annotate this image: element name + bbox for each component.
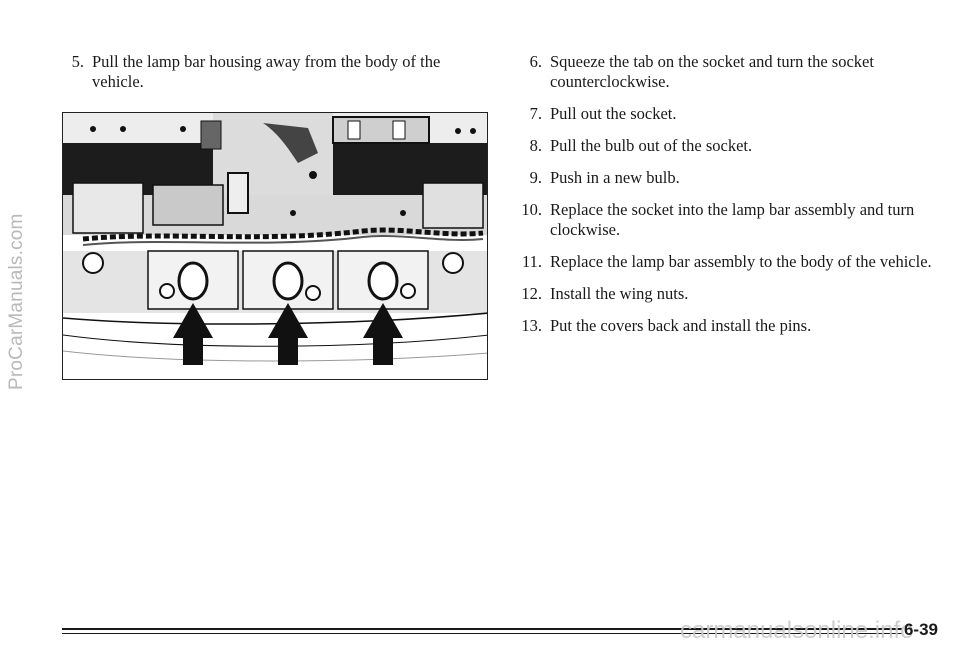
page-number: 6-39 xyxy=(903,620,938,639)
step-text: Replace the socket into the lamp bar assembly and turn clockwise. xyxy=(550,200,915,239)
step-6 xyxy=(520,52,940,92)
step-text: Pull the bulb out of the socket. xyxy=(550,136,753,155)
step-number: 5. xyxy=(71,52,84,71)
step-number: 7. xyxy=(529,104,542,123)
bottom-watermark: carmanualsonline.info xyxy=(680,617,914,644)
step-text: Put the covers back and install the pins. xyxy=(550,316,812,335)
step-text: Install the wing nuts. xyxy=(550,284,689,303)
step-number: 10. xyxy=(521,200,542,219)
step-10 xyxy=(520,200,940,240)
step-number: 9. xyxy=(529,168,542,187)
step-13 xyxy=(520,316,940,336)
step-9 xyxy=(520,168,940,188)
step-7 xyxy=(520,104,940,124)
step-text: Replace the lamp bar assembly to the body of the vehicle. xyxy=(550,252,932,271)
lamp-bar-drawing xyxy=(63,113,488,380)
lamp-bar-illustration xyxy=(62,112,488,380)
step-12 xyxy=(520,284,940,304)
right-column xyxy=(520,52,940,348)
step-text: Pull the lamp bar housing away from the body of the vehicle. xyxy=(92,52,441,91)
step-text: Push in a new bulb. xyxy=(550,168,680,187)
step-5 xyxy=(62,52,492,92)
step-text: Squeeze the tab on the socket and turn the socket counterclockwise. xyxy=(550,52,874,91)
step-number: 11. xyxy=(521,252,542,271)
step-8 xyxy=(520,136,940,156)
step-11 xyxy=(520,252,940,272)
side-watermark: ProCarManuals.com xyxy=(6,213,27,390)
step-number: 13. xyxy=(521,316,542,335)
step-number: 8. xyxy=(529,136,542,155)
step-number: 6. xyxy=(529,52,542,71)
step-text: Pull out the socket. xyxy=(550,104,677,123)
step-number: 12. xyxy=(521,284,542,303)
left-column xyxy=(62,52,492,104)
